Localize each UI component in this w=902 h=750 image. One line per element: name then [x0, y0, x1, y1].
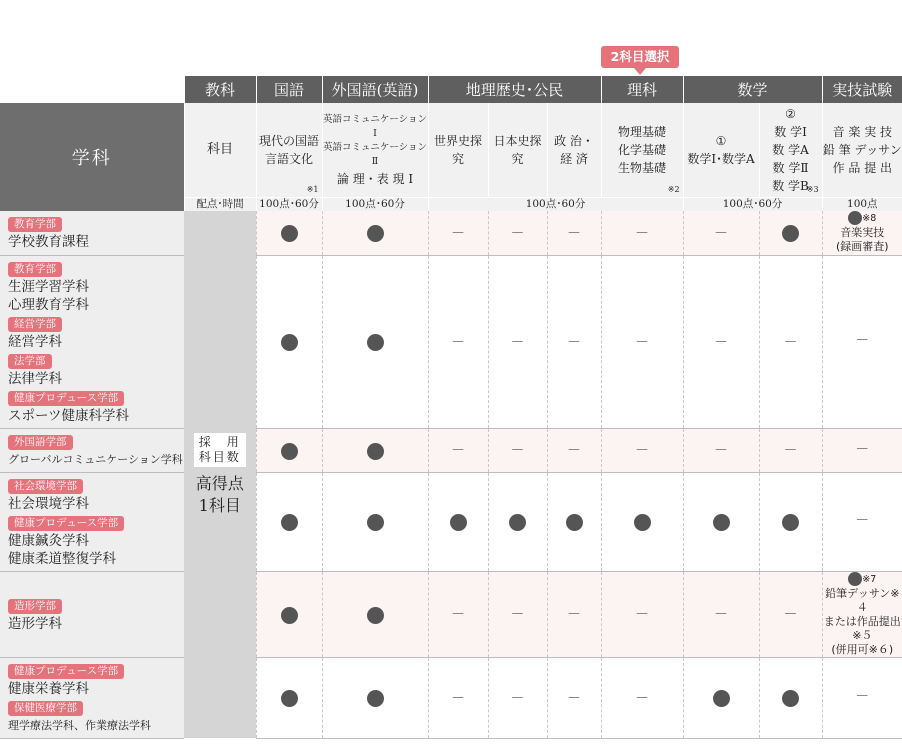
faculty-tag: 教育学部	[8, 262, 62, 277]
not-applicable-cell	[601, 428, 683, 472]
department-name: 学校教育課程	[8, 234, 89, 251]
required-mark-cell	[547, 472, 601, 571]
department-name: 社会環境学科	[8, 495, 89, 512]
department-name: 健康鍼灸学科	[8, 532, 89, 549]
required-mark-cell	[759, 211, 822, 255]
dash-mark: －	[451, 607, 465, 623]
dash-mark: －	[783, 334, 798, 351]
subject-math-1: ① 数学Ⅰ･数学A	[683, 103, 759, 198]
note-1: ※1	[306, 185, 319, 194]
subject-nihonshi: 日本史探究	[488, 103, 547, 198]
dash-mark: －	[451, 225, 465, 242]
department-name: 経営学科	[8, 333, 62, 350]
header-kyoka: 教科	[184, 76, 256, 103]
dash-mark: －	[635, 607, 650, 623]
header-gakka: 学科	[0, 103, 184, 211]
filled-circle-icon	[281, 443, 298, 460]
department-name: スポーツ健康科学科	[8, 407, 129, 424]
not-applicable-cell	[601, 255, 683, 428]
faculty-tag: 教育学部	[8, 217, 62, 232]
dash-mark: －	[567, 690, 582, 707]
required-mark-cell	[256, 255, 322, 428]
practical-exam-cell	[822, 571, 902, 657]
not-applicable-cell	[683, 571, 759, 657]
department-name: 理学療法学科、作業療法学科	[8, 718, 151, 732]
not-applicable-cell	[488, 571, 547, 657]
not-applicable-cell	[488, 428, 547, 472]
filled-circle-icon	[281, 334, 298, 351]
dash-mark: －	[510, 225, 525, 242]
dash-mark: －	[510, 690, 525, 707]
header-row-subjects	[0, 103, 902, 198]
department-name: グローバルコミュニケーション学科	[8, 452, 183, 466]
adoption-value: 高得点	[195, 473, 244, 493]
practical-exam-text: または作品提出※５	[823, 614, 901, 642]
dash-mark: －	[635, 443, 650, 459]
dash-mark: －	[783, 443, 798, 459]
filled-circle-icon	[450, 514, 467, 531]
dash-mark: －	[510, 334, 525, 351]
filled-circle-icon	[509, 514, 526, 531]
faculty-tag: 健康プロデュース学部	[8, 664, 124, 679]
filled-circle-icon	[367, 690, 384, 707]
two-subject-choice-callout: 2科目選択	[601, 46, 679, 68]
department-name: 生涯学習学科	[8, 278, 89, 295]
department-cell	[0, 255, 184, 428]
required-mark-cell	[322, 428, 428, 472]
not-applicable-cell	[547, 657, 601, 738]
required-mark-cell	[428, 472, 488, 571]
dash-mark: －	[451, 334, 465, 351]
not-applicable-cell	[428, 571, 488, 657]
required-mark-cell	[601, 472, 683, 571]
not-applicable-cell	[547, 571, 601, 657]
faculty-tag: 経営学部	[8, 317, 62, 332]
required-mark-cell	[256, 657, 322, 738]
footnote-mark: ※7	[862, 573, 877, 585]
not-applicable-cell	[428, 211, 488, 255]
filled-circle-icon	[281, 514, 298, 531]
filled-circle-icon	[782, 514, 799, 531]
practical-exam-text: (録画審査)	[836, 240, 889, 254]
subject-table	[0, 76, 902, 739]
required-mark-cell	[488, 472, 547, 571]
dash-mark: －	[567, 334, 582, 351]
label-kamoku: 科目	[184, 103, 256, 198]
label-points-time: 配点･時間	[184, 198, 256, 212]
required-mark-cell	[759, 657, 822, 738]
subject-eigo: 英語コミュニケーションⅠ 英語コミュニケーションⅡ 論 理・表 現 Ⅰ	[322, 103, 428, 198]
faculty-tag: 外国語学部	[8, 435, 73, 450]
faculty-tag: 造形学部	[8, 599, 62, 614]
filled-circle-icon	[367, 514, 384, 531]
filled-circle-icon	[367, 334, 384, 351]
filled-circle-icon	[281, 690, 298, 707]
dash-mark: －	[451, 443, 465, 459]
filled-circle-icon	[634, 514, 651, 531]
required-mark-cell	[256, 211, 322, 255]
points-kokugo: 100点･60分	[256, 198, 322, 212]
dash-mark: －	[567, 443, 582, 459]
dash-mark: －	[635, 690, 650, 707]
points-jitsugi: 100点	[822, 198, 902, 212]
dash-mark: －	[855, 689, 870, 705]
not-applicable-cell	[488, 211, 547, 255]
dash-mark: －	[714, 225, 729, 242]
dash-mark: －	[783, 607, 798, 623]
table-row	[0, 571, 902, 657]
table-row	[0, 255, 902, 428]
filled-circle-icon	[281, 225, 298, 242]
not-applicable-cell	[601, 657, 683, 738]
table-row	[0, 472, 902, 571]
table-row	[0, 657, 902, 738]
faculty-tag: 健康プロデュース学部	[8, 516, 124, 531]
not-applicable-cell	[428, 428, 488, 472]
footnote-mark: ※8	[862, 213, 877, 225]
filled-circle-icon	[782, 690, 799, 707]
header-rika: 理科	[601, 76, 683, 103]
department-name: 法律学科	[8, 370, 62, 387]
not-applicable-cell	[759, 255, 822, 428]
required-mark-cell	[683, 472, 759, 571]
department-name: 心理教育学科	[8, 296, 89, 313]
not-applicable-cell	[547, 211, 601, 255]
faculty-tag: 法学部	[8, 354, 52, 369]
points-chiri-rika: 100点･60分	[428, 198, 683, 212]
note-3: ※3	[806, 185, 819, 194]
filled-circle-icon	[566, 514, 583, 531]
points-sugaku: 100点･60分	[683, 198, 822, 212]
required-mark-cell	[256, 472, 322, 571]
subject-sekaishi: 世界史探究	[428, 103, 488, 198]
practical-exam-cell	[822, 472, 902, 571]
header-gaikokugo: 外国語(英語)	[322, 76, 428, 103]
filled-circle-icon	[848, 572, 862, 586]
department-cell	[0, 211, 184, 255]
table-body	[0, 211, 902, 738]
subject-kokugo: 現代の国語 言語文化 ※1	[256, 103, 322, 198]
subject-rika: 物理基礎 化学基礎 生物基礎 ※2	[601, 103, 683, 198]
department-cell	[0, 571, 184, 657]
department-name: 造形学科	[8, 615, 62, 632]
not-applicable-cell	[428, 657, 488, 738]
not-applicable-cell	[488, 255, 547, 428]
filled-circle-icon	[713, 690, 730, 707]
dash-mark: －	[714, 443, 729, 459]
not-applicable-cell	[547, 428, 601, 472]
department-cell	[0, 472, 184, 571]
dash-mark: －	[855, 441, 870, 458]
table-row	[0, 428, 902, 472]
practical-exam-text: (併用可※６)	[831, 642, 894, 656]
required-mark-cell	[322, 571, 428, 657]
subject-jitsugi: 音 楽 実 技 鉛 筆 デッサン 作 品 提 出	[822, 103, 902, 198]
dash-mark: －	[855, 513, 870, 529]
practical-exam-cell	[822, 211, 902, 255]
adoption-label-box: 採 用 科目数	[194, 433, 246, 467]
required-mark-cell	[683, 657, 759, 738]
not-applicable-cell	[547, 255, 601, 428]
dash-mark: －	[635, 225, 650, 242]
department-name: 健康柔道整復学科	[8, 550, 116, 567]
practical-exam-cell	[822, 657, 902, 738]
not-applicable-cell	[428, 255, 488, 428]
table-row	[0, 211, 902, 255]
required-mark-cell	[322, 472, 428, 571]
header-chiri-rekishi-komin: 地理歴史･公民	[428, 76, 601, 103]
subject-seiji-keizai: 政 治・ 経 済	[547, 103, 601, 198]
filled-circle-icon	[367, 607, 384, 624]
not-applicable-cell	[601, 571, 683, 657]
not-applicable-cell	[683, 255, 759, 428]
department-name: 健康栄養学科	[8, 680, 89, 697]
dash-mark: －	[714, 607, 729, 623]
adoption-value-count: 1科目	[198, 495, 241, 515]
filled-circle-icon	[782, 225, 799, 242]
practical-exam-cell	[822, 255, 902, 428]
faculty-tag: 保健医療学部	[8, 701, 83, 716]
required-mark-cell	[759, 472, 822, 571]
header-kokugo: 国語	[256, 76, 322, 103]
points-eigo: 100点･60分	[322, 198, 428, 212]
header-jitsugi: 実技試験	[822, 76, 902, 103]
dash-mark: －	[567, 607, 582, 623]
subject-math-2: ② 数 学Ⅰ 数 学A 数 学Ⅱ 数 学B ※3	[759, 103, 822, 198]
dash-mark: －	[567, 225, 582, 242]
not-applicable-cell	[488, 657, 547, 738]
not-applicable-cell	[759, 571, 822, 657]
required-mark-cell	[322, 211, 428, 255]
not-applicable-cell	[683, 428, 759, 472]
required-mark-cell	[256, 571, 322, 657]
dash-mark: －	[510, 443, 525, 459]
practical-exam-cell	[822, 428, 902, 472]
faculty-tag: 社会環境学部	[8, 479, 83, 494]
header-row-subject-group	[0, 76, 902, 103]
filled-circle-icon	[367, 443, 384, 460]
not-applicable-cell	[683, 211, 759, 255]
required-mark-cell	[322, 657, 428, 738]
filled-circle-icon	[713, 514, 730, 531]
filled-circle-icon	[367, 225, 384, 242]
dash-mark: －	[714, 334, 729, 351]
filled-circle-icon	[848, 211, 862, 225]
department-cell	[0, 657, 184, 738]
dash-mark: －	[451, 690, 465, 707]
dash-mark: －	[855, 333, 870, 349]
filled-circle-icon	[281, 607, 298, 624]
not-applicable-cell	[601, 211, 683, 255]
callout-arrow-icon	[634, 68, 646, 75]
required-mark-cell	[322, 255, 428, 428]
header-sugaku: 数学	[683, 76, 822, 103]
practical-exam-text: 音楽実技	[840, 226, 885, 240]
faculty-tag: 健康プロデュース学部	[8, 391, 124, 406]
required-mark-cell	[256, 428, 322, 472]
department-cell	[0, 428, 184, 472]
dash-mark: －	[510, 607, 525, 623]
practical-exam-text: 鉛筆デッサン※４	[825, 586, 900, 614]
dash-mark: －	[635, 334, 650, 351]
note-2: ※2	[667, 185, 680, 194]
adoption-count-cell	[184, 211, 256, 738]
not-applicable-cell	[759, 428, 822, 472]
